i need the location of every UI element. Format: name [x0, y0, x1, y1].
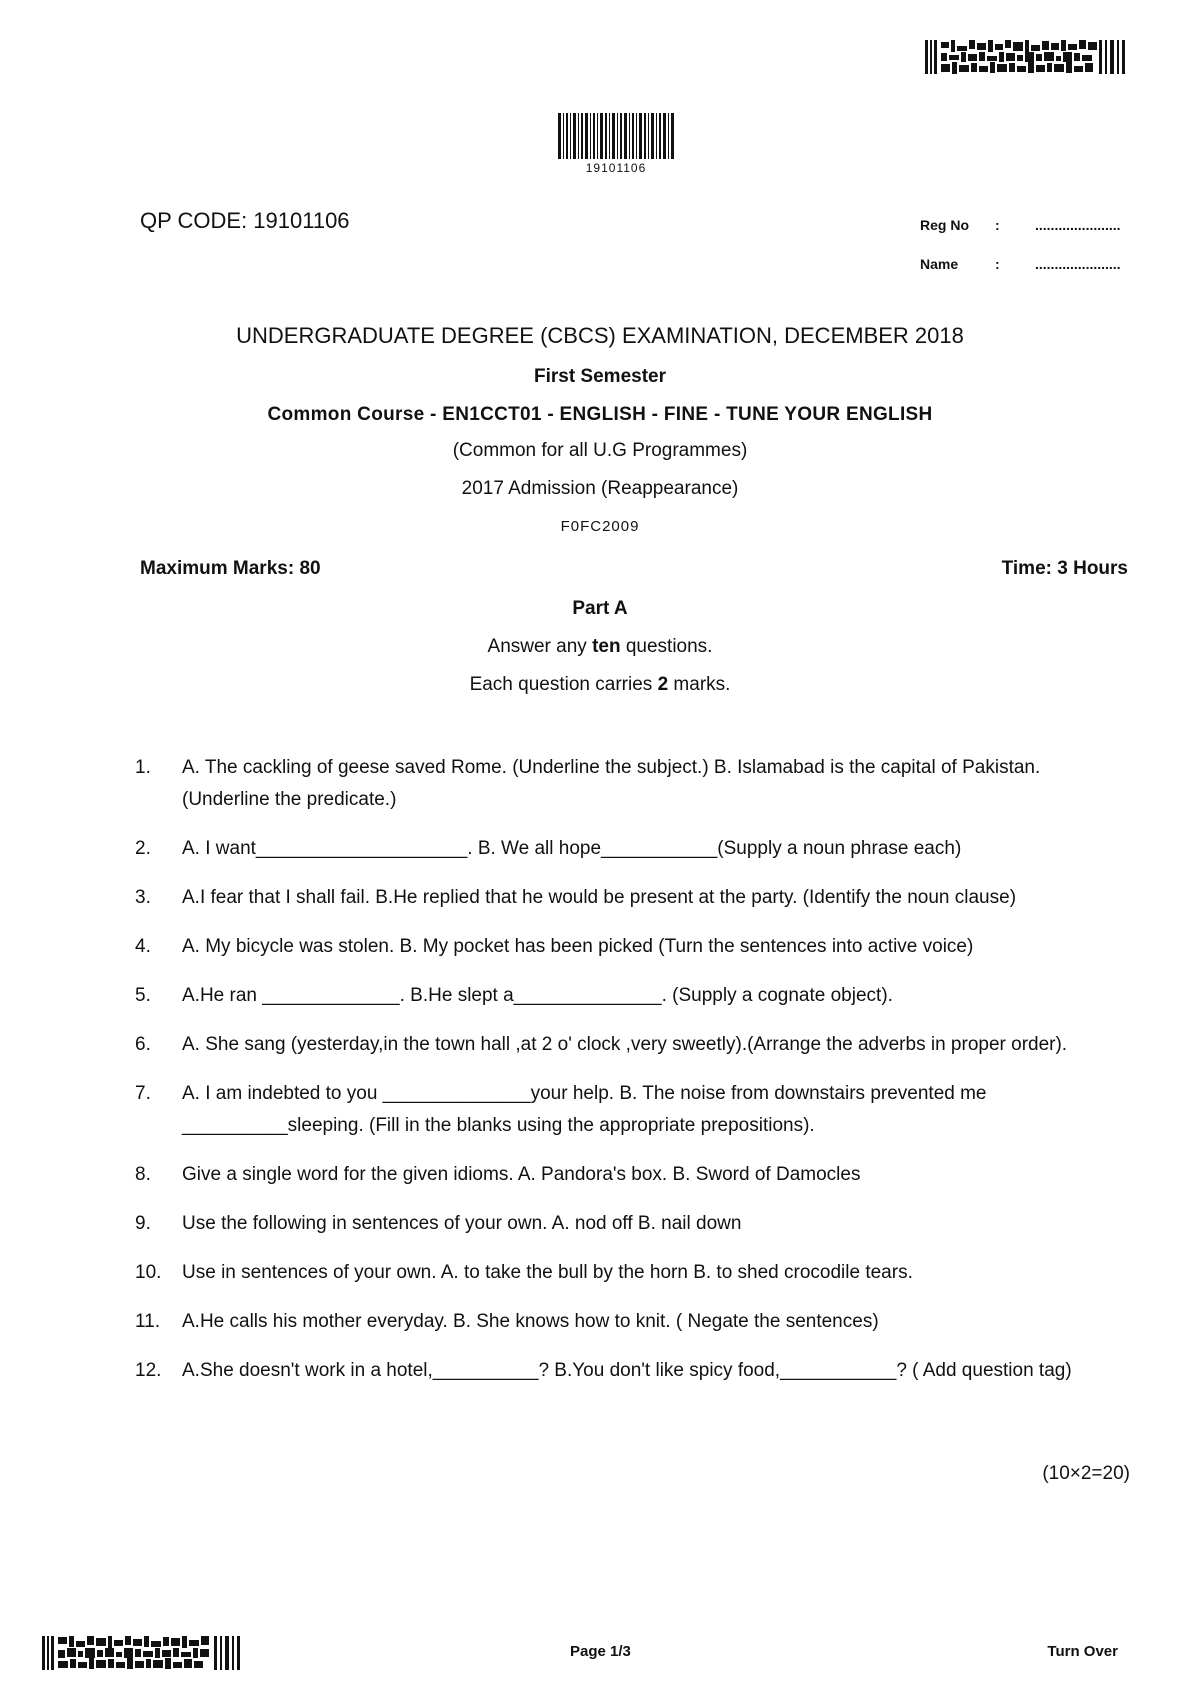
part-a-total-marks: (10×2=20)	[1042, 1463, 1130, 1484]
course-title: Common Course - EN1CCT01 - ENGLISH - FINE - TUNE YOUR ENGLISH	[267, 404, 933, 425]
reg-no-colon: :	[995, 217, 1000, 233]
qp-code: QP CODE: 19101106	[140, 208, 350, 233]
page-number: Page 1/3	[570, 1643, 631, 1660]
question-text: Use the following in sentences of your own. A. nod off B. nail down	[182, 1213, 742, 1234]
maximum-marks: Maximum Marks: 80	[140, 558, 321, 579]
question-text: A. I want____________________. B. We all hope___________(Supply a noun phrase each)	[182, 838, 962, 859]
question-item	[135, 931, 1130, 963]
question-item	[135, 1029, 1130, 1061]
question-item	[135, 882, 1130, 914]
question-text: A. I am indebted to you ______________your help. B. The noise from downstairs prevented me __________sleeping. (Fill in the blanks using the appropriate prepositions).	[182, 1083, 987, 1136]
question-item	[135, 1257, 1130, 1289]
question-number: 4.	[135, 936, 151, 957]
turn-over: Turn Over	[1047, 1643, 1118, 1660]
exam-title: UNDERGRADUATE DEGREE (CBCS) EXAMINATION, DECEMBER 2018	[236, 323, 964, 348]
name-colon: :	[995, 256, 1000, 272]
name-blank: ......................	[1035, 256, 1121, 272]
question-number: 12.	[135, 1360, 162, 1381]
semester: First Semester	[533, 366, 666, 387]
question-number: 3.	[135, 887, 151, 908]
question-text: A.He calls his mother everyday. B. She knows how to knit. ( Negate the sentences)	[182, 1311, 879, 1332]
question-text: A. The cackling of geese saved Rome. (Underline the subject.) B. Islamabad is the capital of Pakistan. (Underline the predicate.)	[182, 757, 1041, 810]
question-text: A. She sang (yesterday,in the town hall ,at 2 o' clock ,very sweetly).(Arrange the adverbs in proper order).	[182, 1034, 1068, 1055]
question-item	[135, 980, 1130, 1012]
question-item	[135, 752, 1130, 816]
part-a-title: Part A	[572, 598, 628, 619]
reg-no-label: Reg No	[920, 217, 969, 233]
question-item	[135, 1078, 1130, 1142]
question-text: Use in sentences of your own. A. to take the bull by the horn B. to shed crocodile tears.	[182, 1262, 913, 1283]
common-for: (Common for all U.G Programmes)	[452, 440, 748, 461]
question-item	[135, 1306, 1130, 1338]
question-number: 7.	[135, 1083, 151, 1104]
question-text: A.I fear that I shall fail. B.He replied that he would be present at the party. (Identify the noun clause)	[182, 887, 1017, 908]
question-list	[135, 752, 1130, 1404]
question-number: 5.	[135, 985, 151, 1006]
question-item	[135, 1208, 1130, 1240]
name-label: Name	[920, 256, 959, 272]
question-item	[135, 1355, 1130, 1387]
question-number: 11.	[135, 1311, 161, 1332]
reg-no-blank: ......................	[1035, 217, 1121, 233]
paper-code: F0FC2009	[560, 518, 640, 535]
barcode	[558, 113, 674, 159]
question-number: 6.	[135, 1034, 151, 1055]
question-number: 1.	[135, 757, 151, 778]
qr-barcode-top-right	[925, 40, 1128, 74]
time-allowed: Time: 3 Hours	[1001, 558, 1128, 579]
instruction-marks-each: Each question carries 2 marks.	[469, 674, 731, 695]
question-number: 2.	[135, 838, 151, 859]
question-number: 8.	[135, 1164, 151, 1185]
admission: 2017 Admission (Reappearance)	[461, 478, 739, 499]
barcode-number: 19101106	[585, 161, 647, 175]
question-item	[135, 833, 1130, 865]
instruction-answer-any: Answer any ten questions.	[487, 636, 713, 657]
question-number: 9.	[135, 1213, 151, 1234]
question-item	[135, 1159, 1130, 1191]
question-text: A. My bicycle was stolen. B. My pocket has been picked (Turn the sentences into active voice)	[182, 936, 974, 957]
question-number: 10.	[135, 1262, 162, 1283]
question-text: A.She doesn't work in a hotel,__________? B.You don't like spicy food,___________? ( Add question tag)	[182, 1360, 1072, 1381]
question-text: A.He ran _____________. B.He slept a______________. (Supply a cognate object).	[182, 985, 893, 1006]
question-text: Give a single word for the given idioms. A. Pandora's box. B. Sword of Damocles	[182, 1164, 861, 1185]
qr-barcode-bottom-left	[42, 1636, 245, 1670]
